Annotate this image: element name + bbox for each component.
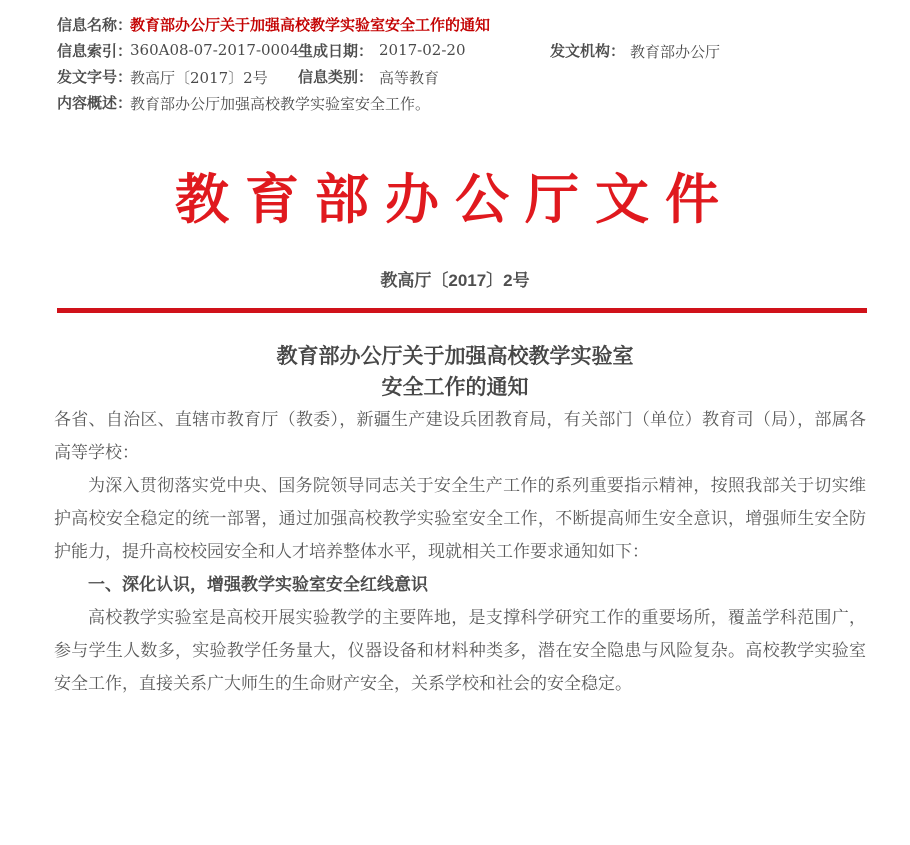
section-1-heading: 一、深化认识，增强教学实验室安全红线意识 [88,574,428,594]
document-title-line1: 教育部办公厅关于加强高校教学实验室 [276,344,634,368]
meta-row-summary [57,92,910,118]
doc-number: 教高厅〔2017〕2号 [380,270,530,290]
meta-row-index [57,40,910,66]
document-title-line2: 安全工作的通知 [381,375,529,399]
meta-label-docnum: 发文字号： [57,69,133,86]
meta-label-index: 信息索引： [57,43,133,60]
meta-label-category: 信息类别： [298,69,374,86]
document-body [54,403,866,700]
meta-row-docnum [57,66,910,92]
letterhead-title: 教育部办公厅文件 [175,167,735,231]
meta-value-index: 360A08-07-2017-0004-1 [130,41,314,59]
meta-value-docnum: 教高厅〔2017〕2号 [130,69,268,87]
meta-label-summary: 内容概述： [57,95,133,112]
meta-label-date: 生成日期： [298,43,374,60]
section-1-paragraph: 高校教学实验室是高校开展实验教学的主要阵地，是支撑科学研究工作的重要场所，覆盖学科范围广，参与学生人数多，实验教学任务量大，仪器设备和材料种类多，潜在安全隐患与风险复杂。高校教学实验室安全工作，直接关系广大师生的生命财产安全，关系学校和社会的安全稳定。 [54,607,866,693]
meta-table [0,0,910,118]
salutation-paragraph: 各省、自治区、直辖市教育厅（教委），新疆生产建设兵团教育局，有关部门（单位）教育司（局），部属各高等学校： [54,409,866,462]
meta-label-agency: 发文机构： [550,43,626,60]
document-title [0,341,910,403]
meta-value-name: 教育部办公厅关于加强高校教学实验室安全工作的通知 [130,17,491,34]
meta-value-summary: 教育部办公厅加强高校教学实验室安全工作。 [130,95,431,113]
meta-label-name: 信息名称： [57,17,133,34]
intro-paragraph: 为深入贯彻落实党中央、国务院领导同志关于安全生产工作的系列重要指示精神，按照我部关于切实维护高校安全稳定的统一部署，通过加强高校教学实验室安全工作，不断提高师生安全意识，增强师生安全防护能力，提升高校校园安全和人才培养整体水平，现就相关工作要求通知如下： [54,475,866,561]
meta-value-category: 高等教育 [379,69,440,87]
meta-value-agency: 教育部办公厅 [630,43,721,61]
meta-row-name [57,14,910,40]
red-divider-line [57,308,867,313]
meta-value-date: 2017-02-20 [379,41,466,59]
